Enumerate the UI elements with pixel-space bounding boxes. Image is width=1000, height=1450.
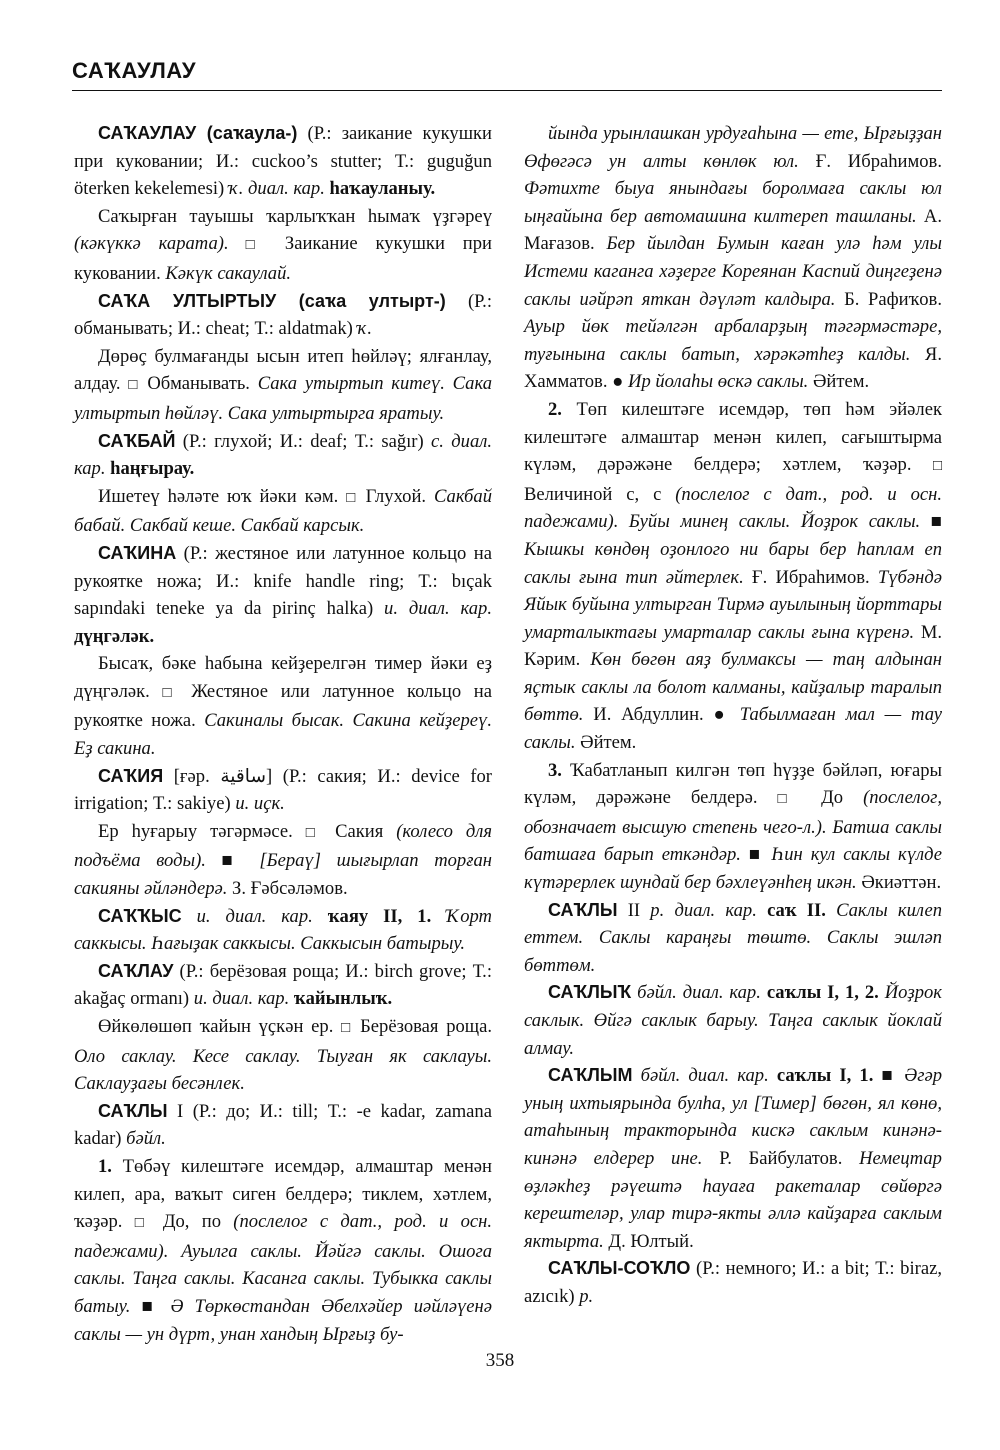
entry-example: (кәкүккә карата). [74, 233, 229, 255]
entry-paragraph [74, 1013, 492, 1098]
translation-marker: □ [305, 824, 336, 841]
entry-example: Фәтихте быуа янындағы боролмаға саклы юл ыңғайына бер автомашина килтереп ташланы. [524, 178, 942, 227]
entry-example: с. диал. кар. [74, 430, 492, 480]
entry-paragraph [74, 1098, 492, 1153]
entry-paragraph [74, 1153, 492, 1348]
entry-bold-text: ■ [920, 511, 942, 533]
entry-example: Бер йылдан Бумын каған улә һәм улы Истеми каганга хәҙерге Кореянан Каспий диңгеҙенә саклы иәйрәп яткан дәүләт калдыра. [524, 233, 942, 310]
entry-text: Саҡырған тауышы ҡарлыҡҡан һымаҡ үҙгәреү [98, 205, 492, 227]
entry-bold-text: һаңғырау. [110, 458, 195, 480]
entry-paragraph [74, 120, 492, 203]
entry-example: Сака утыртып китеү. Сака ултыртып һөйләү. Сака ултыртырга яратыу. [74, 373, 492, 424]
entry-example: р. диал. кар. [650, 899, 768, 921]
entry-example: Әгәр уның ихтыярында булһа, ул [Тимер] бөгөн, ял көнө, атаһының тракторында кискә саклым кинәнә-кинәнә елдерер ине. [524, 1065, 943, 1169]
entry-bold-text: дүңгәләк. [74, 625, 155, 647]
entry-text: (Р.: немного; И.: a bit; Т.: biraz, azıcık) [524, 1258, 942, 1307]
entry-text: Б. Рафиҡов. [835, 288, 942, 310]
entry-bold-text: саҡ II. [767, 899, 826, 921]
entry-paragraph [524, 396, 942, 757]
entry-paragraph [74, 650, 492, 762]
headword: САҠЛЫ [548, 899, 618, 920]
entry-paragraph [74, 818, 492, 903]
entry-text: Обманывать. [147, 373, 258, 395]
translation-marker: □ [346, 489, 366, 506]
entry-example: Ә Төркөстандан Әбелхәйер иәйләүенә саклы — ун дүрт, унан хандың Ырғыҙ бу- [74, 1295, 492, 1345]
entry-text: Бысаҡ, бәке һабына кейҙерелгән тимер йәки еҙ дүңгәләк. [74, 653, 492, 702]
entry-text: [ғәр. ساقية] (Р.: сакия; И.: device for irrigation; Т.: sakiye) [74, 765, 492, 815]
entry-text: Р. Байбулатов. [702, 1147, 860, 1169]
entry-paragraph [524, 979, 942, 1062]
entry-example: Табылмаған мал — тау саклы. [524, 704, 942, 754]
entry-text: А. Мағазов. [524, 205, 943, 255]
entry-bold-text: 2. [548, 398, 577, 420]
entry-paragraph [524, 757, 942, 897]
entry-example: Һин кул саклы күлде күтәрерлек шундай бер бәхлеүәнһең икән. [524, 844, 942, 894]
entry-paragraph [74, 958, 492, 1013]
entry-text: Заикание кукушки при куковании. [74, 233, 493, 284]
entry-example: бәйл. диал. кар. [632, 1065, 777, 1087]
entry-bold-text: ■ [130, 1295, 171, 1317]
entry-example: Кышкы көндөң оҙонлого ни бары бер һаплам еп саклы ғына тип әйтерлек. [524, 538, 942, 588]
entry-example: ҡ. [357, 318, 372, 340]
entry-paragraph [524, 1062, 942, 1255]
entry-example: р. [579, 1285, 594, 1307]
entry-bold-text: ■ [205, 850, 260, 872]
entry-text: (Р.: берёзовая роща; И.: birch grove; Т.: akağaç ormanı) [74, 960, 492, 1010]
entry-example: Йоҙрок саклык. Өйгә саклык барыу. Таңга саклык йоклай алмау. [524, 982, 943, 1059]
entry-text: Ғ. Ибраһимов. [743, 566, 878, 588]
entry-bold-text: һаҡауланыу. [329, 178, 436, 200]
entry-example: Кәкүк сакаулай. [165, 262, 292, 284]
entry-paragraph [74, 903, 492, 958]
entry-text: II [617, 899, 651, 921]
entry-bold-text: ■ [740, 844, 772, 866]
translation-marker: □ [341, 1020, 361, 1036]
entry-text: Әйтем. [808, 371, 870, 393]
entry-text: Глухой. [365, 485, 434, 507]
entry-text: Жестяное или латунное кольцо на рукоятке ножа. [74, 680, 493, 732]
right-column [524, 120, 942, 1311]
running-head-title: САҠАУЛАУ [72, 58, 197, 83]
translation-marker: □ [228, 237, 285, 254]
entry-text: Берёзовая роща. [360, 1016, 493, 1037]
entry-text: Дөрөҫ булмағанды ысын итеп һөйләү; ялғанлау, алдау. [74, 345, 492, 395]
headword: САҠА УЛТЫРТЫУ (саҡа ултырт-) [98, 290, 446, 311]
translation-marker: □ [134, 1215, 163, 1232]
entry-text: Әйтем. [575, 732, 637, 754]
entry-text: Өйкөлөшөп ҡайын үҫкән ер. [98, 1016, 342, 1037]
entry-bold-text: саҡлы I, 1, 2. [766, 982, 879, 1004]
entry-text: I (Р.: до; И.: till; Т.: -e kadar, zamana kadar) [74, 1100, 492, 1150]
entry-example: (послелог, обозначает высшую степень чего-л.). Батша саклы батшаға барып еткәндәр. [524, 787, 942, 866]
entry-paragraph [74, 343, 492, 428]
entry-example: ҡ. диал. кар. [228, 178, 330, 200]
headword: САҠЛЫҠ [548, 982, 632, 1003]
entry-paragraph [74, 540, 492, 650]
page-number: 358 [485, 1350, 515, 1371]
headword: САҠИЯ [98, 765, 164, 786]
entry-example: Ир йолаһы өскә саклы. [628, 371, 809, 393]
headword: САҠИНА [98, 542, 177, 563]
entry-paragraph [74, 483, 492, 540]
entry-paragraph [74, 288, 492, 343]
entry-example: Ауыр йөк тейәлгән арбаларҙың тәгәрмәстәре, туғынына саклы батып, хәрәкәтһеҙ калды. [524, 316, 942, 365]
translation-marker: □ [932, 458, 942, 475]
entry-example: и. иҫк. [235, 793, 285, 815]
left-column [74, 120, 492, 1348]
entry-text: До [821, 787, 864, 809]
entry-paragraph [74, 203, 492, 288]
headword: САҠАУЛАУ (саҡаула-) [98, 123, 298, 143]
entry-text: Сакия [335, 820, 397, 842]
entry-example: Саклы килеп еттем. Саклы караңғы төштө. Саклы эшләп бөттөм. [524, 899, 942, 976]
entry-text: Әкиәттән. [856, 872, 942, 894]
entry-text: Ҡабатланып килгән төп һүҙҙе бәйләп, юғары күләм, дәрәжәне белдерә. [524, 759, 943, 809]
entry-text: (Р.: обманывать; И.: cheat; Т.: aldatmak) [74, 290, 492, 340]
entry-example: йында урынлашкан урдуғаһына — ете, Ырғыҙҙан Өфөгәсә ун алты көнлөк юл. [524, 123, 942, 172]
entry-example: Ҡорт саккысы. Һағыҙак саккысы. Саккысын батырыу. [74, 905, 492, 955]
entry-bold-text: саҡлы I, 1. [776, 1065, 874, 1087]
headword: САҠЛЫМ [548, 1065, 633, 1086]
entry-paragraph [74, 428, 492, 483]
headword: САҠЛЫ [98, 1100, 168, 1121]
translation-marker: □ [162, 684, 192, 701]
entry-text: Я. Хамматов. [524, 343, 942, 393]
entry-example: (послелог с дат., род. и осн. падежами). Буйы минең саклы. Йоҙрок саклы. [524, 483, 942, 533]
entry-text: (Р.: жестяное или латунное кольцо на рукоятке ножа; И.: knife handle ring; Т.: bıçak sapındaki teneke ya da pirinç halka) [74, 542, 492, 620]
running-header [72, 58, 942, 91]
entry-example: Көн бөгөн аяҙ булмаксы — таң алдынан яҫтык саклы ла болот калманы, кайҙалыр таралып бөттө. [524, 649, 942, 726]
entry-text: (Р.: заикание кукушки при куковании; И.: cuckoo’s stutter; Т.: guguğun öterken kekelemesi) [74, 123, 492, 200]
entry-bold-text: 1. [98, 1155, 123, 1177]
entry-example: и. диал. кар. [181, 905, 328, 927]
translation-marker: □ [777, 791, 822, 808]
entry-paragraph [524, 120, 942, 396]
entry-text: Ғ. Ибраһимов. [798, 150, 942, 172]
headword: САҠЛАУ [98, 960, 174, 981]
entry-example: Сакиналы бысак. Сакина кейҙереү. Еҙ сакина. [74, 710, 492, 760]
entry-bold-text: 3. [548, 759, 570, 781]
entry-example: (колесо для подъёма воды). [74, 820, 493, 872]
headword: САҠБАЙ [98, 430, 176, 451]
entry-text: И. Абдуллин. [583, 704, 714, 726]
entry-text: Төп килештәге исемдәр, төп һәм эйәлек килештәге алмаштар менән килеп, сағыштырма күләм, дәрәжәне белдерә; хәтлем, ҡәҙәр. [524, 398, 942, 476]
entry-text: Төбәү килештәге исемдәр, алмаштар менән килеп, ара, ваҡыт сиген белдерә; тиклем, хәтлем, ҡәҙәр. [74, 1155, 492, 1233]
entry-text: Д. Юлтый. [603, 1230, 694, 1252]
entry-example: бәйл. диал. кар. [631, 982, 767, 1004]
entry-paragraph [74, 763, 492, 818]
entry-bold-text: ҡайынлыҡ. [293, 988, 393, 1010]
entry-paragraph [524, 1255, 942, 1310]
entry-paragraph [524, 897, 942, 980]
entry-example: Түбәндә Яйык буйына ултырган Тирмә ауылының йорттары умарталыктағы умарталар саклы ғына күренә. [524, 566, 942, 643]
entry-example: бәйл. [126, 1128, 166, 1150]
entry-example: [Бераү] шығырлап торған сакияны әйләндерә. [74, 850, 492, 900]
entry-text: Ер һуғарыу тәгәрмәсе. [98, 820, 306, 842]
entry-text: З. Ғәбсәләмов. [227, 878, 348, 900]
entry-text: Ишетеү һәләте юҡ йәки кәм. [98, 485, 347, 507]
headword: САҠЛЫ-СОҠЛО [548, 1258, 691, 1279]
entry-text: (Р.: глухой; И.: deaf; Т.: sağır) [175, 430, 432, 452]
entry-example: (послелог с дат., род. и осн. падежами). Ауылга саклы. Йәйгә саклы. Ошога саклы. Таңга саклы. Касанга саклы. Тубыкка саклы батыу. [74, 1211, 493, 1317]
entry-text: Величиной с, с [524, 483, 676, 505]
entry-example: и. диал. кар. [193, 988, 294, 1010]
entry-bold-text: ■ [873, 1065, 905, 1087]
headword: САҠҠЫС [98, 905, 182, 926]
translation-marker: □ [128, 377, 148, 394]
entry-example: Сакбай бабай. Сакбай кеше. Сакбай карсык. [74, 485, 493, 537]
entry-bold-text: ● [612, 371, 629, 393]
entry-bold-text: ҡаяу II, 1. [327, 905, 432, 927]
entry-example: и. диал. кар. [384, 598, 492, 620]
entry-bold-text: ● [713, 704, 740, 726]
entry-example: Оло саклау. Кесе саклау. Тыуған як саклауы. Саклауҙағы бесәнлек. [74, 1045, 492, 1095]
entry-example: Немецтар өҙләкһеҙ рәүештә һауаға ракеталар сөйөргә керештеләр, улар тирә-якты әллә кайҙарға саклым яктырта. [524, 1147, 942, 1252]
entry-text: До, по [162, 1211, 234, 1233]
entry-text: М. Кәрим. [524, 621, 942, 671]
